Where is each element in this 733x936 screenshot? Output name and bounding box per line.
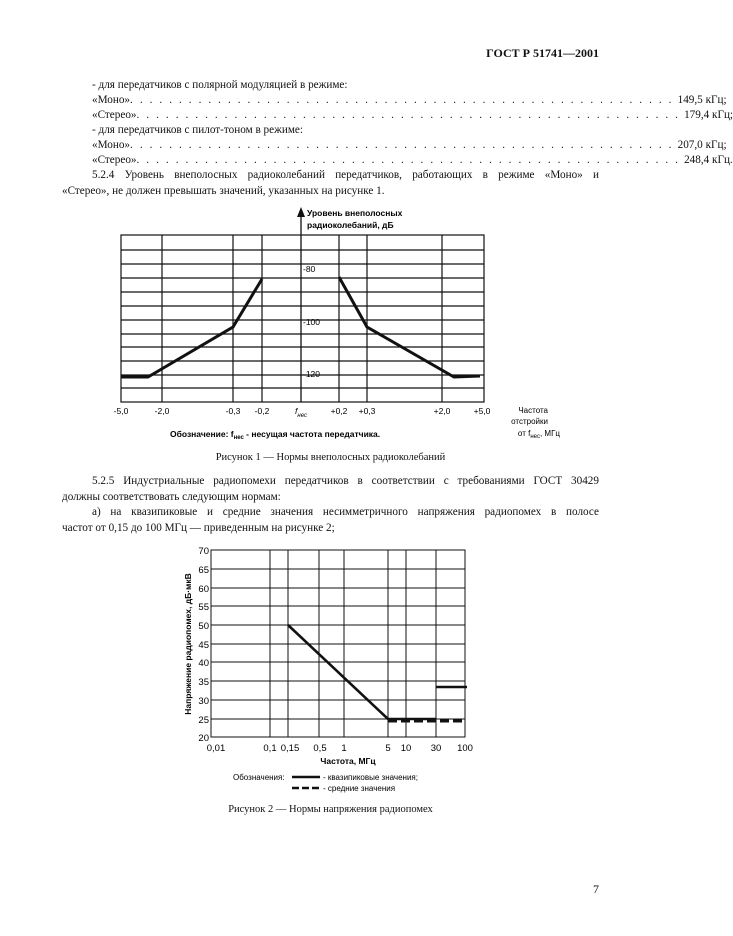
fig2-x-tick: 0,1 (263, 743, 277, 754)
page-number: 7 (593, 882, 599, 896)
para-line: 5.2.5 Индустриальные радиопомехи передатчиков в соответствии с требованиями ГОСТ 30429 (92, 475, 599, 487)
fig2-x-tick: 1 (341, 743, 347, 754)
fig1-x-center-f: f (295, 406, 298, 416)
fig2-y-tick: 20 (198, 733, 209, 744)
fig1-legend-prefix: Обозначение: f (170, 429, 234, 439)
item-value: 207,0 кГц; (677, 139, 727, 151)
document-id: ГОСТ Р 51741—2001 (486, 46, 599, 60)
figure-2-caption: Рисунок 2 — Нормы напряжения радиопомех (228, 804, 433, 815)
fig1-x-label-sub: нес (530, 434, 540, 440)
fig1-x-tick: +0,3 (358, 406, 376, 416)
list-item-polar-stereo: «Стерео» . . . . . . . . . . . . . . . . . . . . . . . . . . . . . . . . . . . . . . . . . . . . . . . . . . . . . . . . 179,4 кГц; (92, 109, 733, 121)
paragraph-5-2-5 (62, 474, 599, 536)
fig2-x-tick: 0,01 (206, 743, 226, 754)
fig1-y-label-line1: Уровень внеполосных (307, 208, 403, 218)
fig2-x-label: Частота, МГц (320, 756, 376, 766)
list-intro-pilot: - для передатчиков с пилот-тоном в режиме: (92, 124, 303, 136)
fig1-legend-sub: нес (233, 435, 244, 441)
fig1-y-tick-120: -120 (303, 369, 321, 379)
fig2-y-tick: 65 (198, 565, 209, 576)
fig2-y-label: Напряжение радиопомех, дБ·мкВ (183, 573, 193, 715)
item-label: «Моно» (92, 94, 131, 106)
fig2-y-tick: 30 (198, 696, 209, 707)
fig1-x-tick: -5,0 (113, 406, 129, 416)
fig2-x-tick: 30 (430, 743, 442, 754)
item-label: «Моно» (92, 139, 131, 151)
fig2-legend-quasi: - квазипиковые значения; (323, 773, 418, 782)
list-intro-polar: - для передатчиков с полярной модуляцией в режиме: (92, 79, 348, 91)
fig1-x-label-unit: , МГц (539, 429, 560, 438)
para-line: должны соответствовать следующим нормам: (62, 490, 281, 503)
fig1-x-label-line1: Частота (518, 406, 548, 415)
fig1-legend (170, 429, 380, 441)
fig1-x-label-line3 (518, 429, 560, 440)
list-item-polar-mono: «Моно» . . . . . . . . . . . . . . . . . . . . . . . . . . . . . . . . . . . . . . . . . . . . . . . . . . . . . . . . 149,5 кГц; (92, 94, 727, 106)
fig1-x-label-line2: отстройки (511, 417, 548, 426)
fig1-series-left (121, 279, 262, 377)
fig2-x-tick: 0,15 (280, 743, 300, 754)
fig2-legend-title: Обозначения: (233, 773, 285, 782)
fig1-x-tick: +0,2 (330, 406, 348, 416)
fig1-x-tick: +2,0 (433, 406, 451, 416)
item-value: 248,4 кГц. (684, 154, 733, 166)
figure-1-chart (100, 203, 570, 443)
fig2-y-tick: 45 (198, 640, 209, 651)
paragraph-5-2-4 (62, 168, 599, 199)
fig2-x-tick: 5 (385, 743, 391, 754)
item-label: «Стерео» (92, 109, 137, 121)
fig2-x-tick: 0,5 (313, 743, 327, 754)
fig2-y-tick: 50 (198, 621, 209, 632)
fig2-y-tick: 70 (198, 546, 209, 557)
figure-1-caption: Рисунок 1 — Нормы внеполосных радиоколебаний (215, 452, 446, 463)
item-value: 179,4 кГц; (684, 109, 733, 121)
fig1-x-tick-center (295, 406, 307, 419)
item-value: 149,5 кГц; (677, 94, 727, 106)
fig1-x-label-f: от f (517, 429, 531, 438)
fig1-y-tick-100: -100 (303, 317, 321, 327)
para-line: а) на квазипиковые и средние значения несимметричного напряжения радиопомех в полосе (92, 506, 599, 518)
fig1-x-tick: +5,0 (473, 406, 491, 416)
para-line: частот от 0,15 до 100 МГц — приведенным на рисунке 2; (62, 521, 335, 534)
fig2-y-tick: 55 (198, 602, 209, 613)
fig1-legend-text: - несущая частота передатчика. (243, 429, 381, 439)
fig2-legend-avg: - средние значения (323, 784, 396, 793)
fig1-x-tick: -2,0 (154, 406, 170, 416)
list-item-pilot-stereo: «Стерео» . . . . . . . . . . . . . . . . . . . . . . . . . . . . . . . . . . . . . . . . . . . . . . . . . . . . . . . . 248,4 кГц. (92, 154, 733, 166)
fig1-x-center-sub: нес (297, 413, 307, 419)
fig2-y-tick: 25 (198, 715, 209, 726)
item-label: «Стерео» (92, 154, 137, 166)
fig2-y-tick: 60 (198, 584, 209, 595)
fig2-series-quasi-peak (288, 625, 436, 719)
fig1-y-tick-80: -80 (303, 264, 316, 274)
fig1-x-tick: -0,3 (225, 406, 241, 416)
para-line: 5.2.4 Уровень внеполосных радиоколебаний передатчиков, работающих в режиме «Моно» и (92, 169, 599, 181)
para-line: «Стерео», не должен превышать значений, указанных на рисунке 1. (62, 184, 385, 197)
fig2-y-tick: 35 (198, 677, 209, 688)
fig1-y-label-line2: радиоколебаний, дБ (307, 220, 394, 230)
figure-2-chart (180, 542, 480, 802)
fig1-x-tick: -0,2 (254, 406, 270, 416)
fig2-x-tick: 10 (400, 743, 412, 754)
list-item-pilot-mono: «Моно» . . . . . . . . . . . . . . . . . . . . . . . . . . . . . . . . . . . . . . . . . . . . . . . . . . . . . . . . 207,0 кГц; (92, 139, 727, 151)
fig2-x-tick: 100 (457, 743, 473, 754)
fig2-y-tick: 40 (198, 658, 209, 669)
